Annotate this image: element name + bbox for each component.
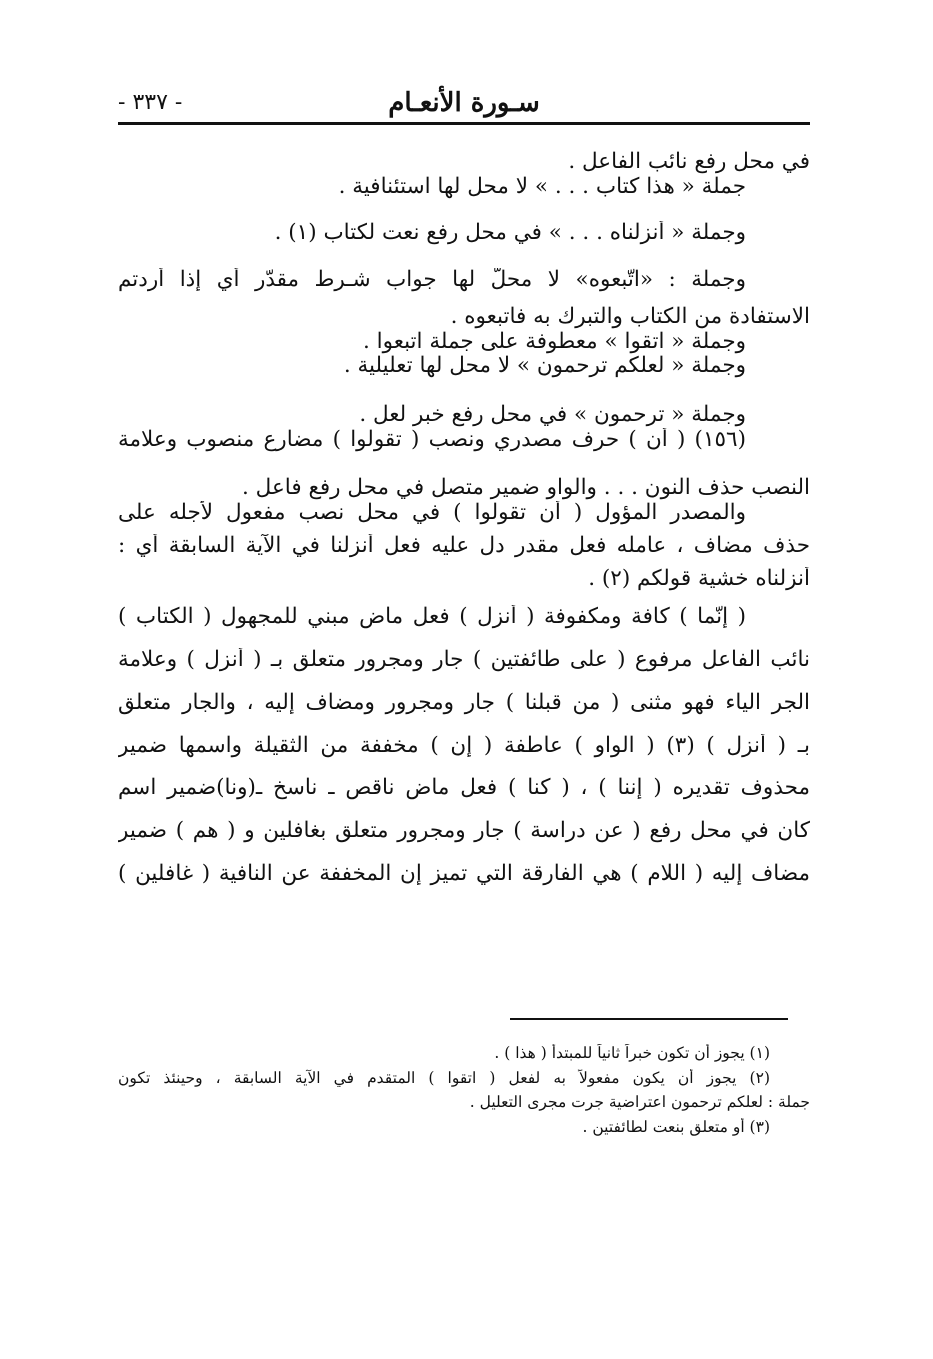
header-rule — [118, 122, 810, 125]
footnote-line: جملة : لعلكم ترحمون اعتراضية جرت مجرى التعليل . — [469, 1093, 810, 1112]
text-line: النصب حذف النون . . . والواو ضمير متصل في محل رفع فاعل . — [242, 476, 810, 501]
text-line: الاستفادة من الكتاب والتبرك به فاتبعوه . — [450, 304, 810, 329]
footnote-line: (٢) يجوز أن يكون مفعولاً به لفعل ( اتقوا ) المتقدم في الآية السابقة ، وحينئذ تكون — [118, 1068, 770, 1087]
footnote-separator — [510, 1018, 788, 1020]
text-line: حذف مضاف ، عامله فعل مقدر دل عليه فعل أنزلنا في الآية السابقة أي : — [118, 533, 810, 558]
text-line: الجر الياء فهو مثنى ( من قبلنا ) جار ومجرور ومضاف إليه ، والجار متعلق — [118, 690, 810, 715]
surah-title: سـورة الأنعـام — [388, 88, 540, 118]
text-line: ( إنّما ) كافة ومكفوفة ( أنزل ) فعل ماض مبني للمجهول ( الكتاب ) — [118, 605, 746, 630]
footnote-line: (١) يجوز أن تكون خبراً ثانياً للمبتدأ ( هذا ) . — [494, 1044, 770, 1062]
text-line: وجملة « لعلكم ترحمون » لا محل لها تعليلية . — [343, 354, 746, 379]
text-line: وجملة « ترحمون » في محل رفع خبر لعل . — [359, 403, 746, 428]
text-line: وجملة : «اتّبعوه» لا محلّ لها جواب شـرط مقدّر أي إذا أردتم — [118, 268, 746, 293]
text-line: وجملة « أنزلناه . . . » في محل رفع نعت لكتاب (١) . — [274, 221, 746, 246]
footnotes — [118, 1044, 810, 1136]
text-line: بـ ( أنزل ) (٣) ( الواو ) عاطفة ( إن ) مخففة من الثقيلة واسمها ضمير — [118, 733, 810, 758]
text-line: كان في محل رفع ( عن دراسة ) جار ومجرور متعلق بغافلين و ( هم ) ضمير — [118, 818, 810, 843]
text-line: والمصدر المؤول ( أن تقولوا ) في محل نصب مفعول لأجله على — [118, 501, 746, 526]
text-line: جملة « هذا كتاب . . . » لا محل لها استئنافية . — [338, 174, 746, 199]
main-text — [118, 150, 810, 886]
text-line: مضاف إليه ( اللام ) هي الفارقة التي تميز إن المخففة عن النافية ( غافلين ) — [118, 861, 810, 886]
text-line: نائب الفاعل مرفوع ( على طائفتين ) جار ومجرور متعلق بـ ( أنزل ) وعلامة — [118, 648, 810, 673]
text-line: (١٥٦) ( أن ) حرف مصدري ونصب ( تقولوا ) مضارع منصوب وعلامة — [118, 427, 746, 452]
footnote-line: (٣) أو متعلق بنعت لطائفتين . — [582, 1117, 770, 1136]
text-line: في محل رفع نائب الفاعل . — [568, 150, 810, 174]
text-line: وجملة « اتقوا » معطوفة على جملة اتبعوا . — [362, 329, 746, 354]
page-header — [118, 84, 810, 124]
page-number: - ٣٣٧ - — [118, 90, 183, 115]
text-line: محذوف تقديره ( إننا ) ، ( كنا ) فعل ماض ناقص ـ ناسخ ـ(ونا)ضمير اسم — [118, 776, 810, 801]
text-line: أنزلناه خشية قولكم (٢) . — [588, 566, 810, 591]
